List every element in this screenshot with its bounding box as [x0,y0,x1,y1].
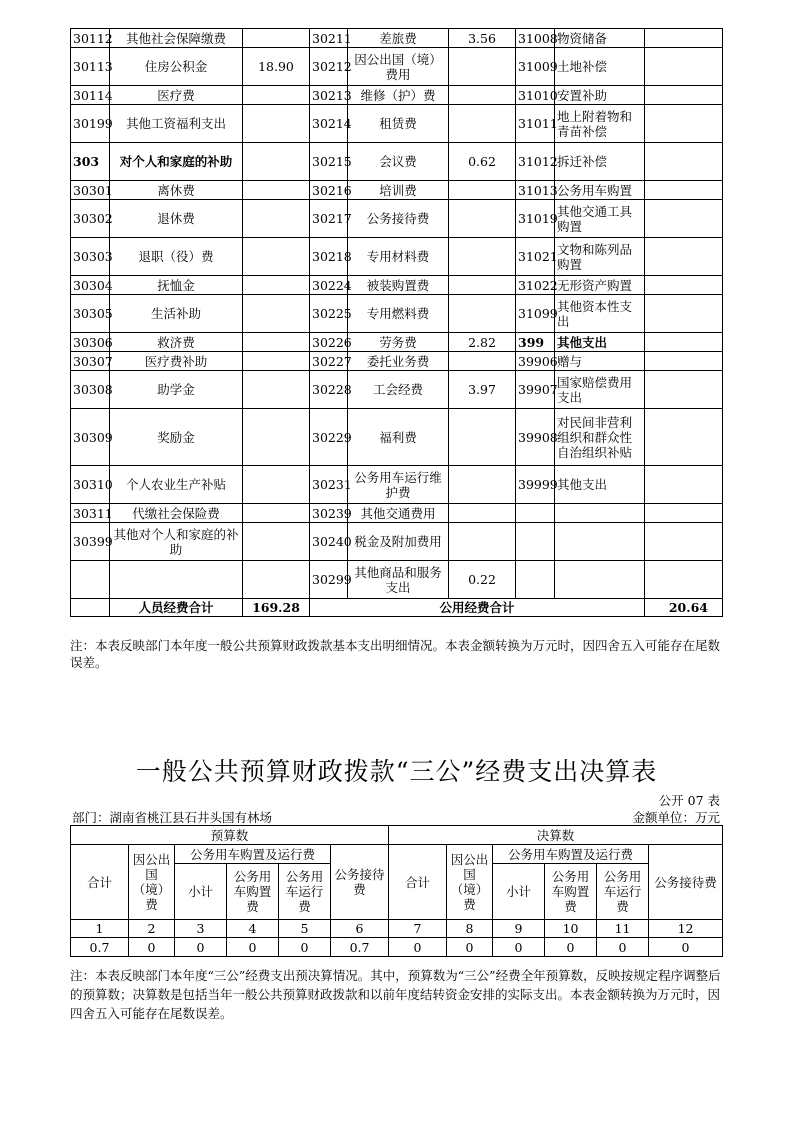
column-number-row [71,920,723,938]
table-cell: 对民间非营利组织和群众性自治组织补贴 [555,409,645,466]
table-cell [516,523,555,561]
budget-vehicle-purchase-header: 公务用车购置费 [227,864,279,920]
table-cell: 文物和陈列品购置 [555,238,645,276]
table-cell: 其他支出 [555,466,645,504]
table-cell: 住房公积金 [110,48,243,86]
table-row [71,29,723,48]
table-cell: 救济费 [110,333,243,352]
table-cell [243,333,310,352]
table-cell: 31010 [516,86,555,105]
table-cell: 福利费 [348,409,449,466]
final-vehicle-purchase-header: 公务用车购置费 [545,864,597,920]
table-cell: 30301 [71,181,110,200]
personnel-total-label: 人员经费合计 [110,599,243,617]
table-cell: 2.82 [449,333,516,352]
table-cell: 安置补助 [555,86,645,105]
table-cell: 其他社会保障缴费 [110,29,243,48]
table-cell: 30309 [71,409,110,466]
public-total-value: 20.64 [645,599,723,617]
table-row [71,333,723,352]
table-cell: 30218 [310,238,348,276]
table-cell: 30229 [310,409,348,466]
table-cell [645,238,723,276]
table-cell: 公务用车购置 [555,181,645,200]
table-cell: 30227 [310,352,348,371]
table-cell: 会议费 [348,143,449,181]
table-cell [645,295,723,333]
table-cell [516,504,555,523]
budget-reception-header: 公务接待费 [331,845,389,920]
budget-header: 预算数 [71,826,389,845]
budget-subtotal-header: 小计 [175,864,227,920]
table-row [71,105,723,143]
table-cell: 0.62 [449,143,516,181]
table-cell [71,561,110,599]
table-cell [645,466,723,504]
value-cell: 0 [597,938,649,957]
table-cell: 对个人和家庭的补助 [110,143,243,181]
table-cell: 无形资产购置 [555,276,645,295]
column-number: 12 [649,920,723,938]
table-cell: 3.56 [449,29,516,48]
table-cell: 差旅费 [348,29,449,48]
table-cell [110,561,243,599]
table-cell [243,504,310,523]
column-number: 7 [389,920,447,938]
table-cell [243,523,310,561]
value-cell: 0 [545,938,597,957]
table-cell [645,143,723,181]
table-cell: 其他资本性支出 [555,295,645,333]
table-row [71,352,723,371]
table-row [71,200,723,238]
table-cell: 工会经费 [348,371,449,409]
table-cell: 30113 [71,48,110,86]
table-cell: 物资储备 [555,29,645,48]
three-public-expense-table [70,825,723,957]
table-cell [449,238,516,276]
table-cell [645,333,723,352]
table-cell: 30240 [310,523,348,561]
value-cell: 0.7 [331,938,389,957]
table-row [71,523,723,561]
table-cell: 31099 [516,295,555,333]
budget-vehicle-operation-header: 公务用车运行费 [279,864,331,920]
table-cell: 18.90 [243,48,310,86]
table-cell: 30305 [71,295,110,333]
table-cell: 30231 [310,466,348,504]
department-label: 部门：湖南省桃江县石井头国有林场 [72,810,273,825]
table-cell: 其他支出 [555,333,645,352]
table-cell [449,181,516,200]
form-number: 公开 07 表 [658,793,720,808]
table-cell: 拆迁补偿 [555,143,645,181]
table-cell [555,561,645,599]
table-cell: 0.22 [449,561,516,599]
table-cell: 30303 [71,238,110,276]
table-cell: 退休费 [110,200,243,238]
table-cell: 税金及附加费用 [348,523,449,561]
expenditure-detail-table [70,28,723,617]
table-cell: 30114 [71,86,110,105]
table-cell: 国家赔偿费用支出 [555,371,645,409]
total-row [71,599,723,617]
table-cell: 30213 [310,86,348,105]
table-cell: 医疗费 [110,86,243,105]
table-cell: 退职（役）费 [110,238,243,276]
table-cell: 被装购置费 [348,276,449,295]
budget-total-header: 合计 [71,845,129,920]
table1-note: 注：本表反映部门本年度一般公共预算财政拨款基本支出明细情况。本表金额转换为万元时，因四舍五入可能存在尾数误差。 [70,638,721,670]
table-cell: 助学金 [110,371,243,409]
final-header: 决算数 [389,826,723,845]
public-total-label: 公用经费合计 [310,599,645,617]
table-cell: 30302 [71,200,110,238]
table-cell [243,238,310,276]
table-row [71,181,723,200]
final-subtotal-header: 小计 [493,864,545,920]
table-cell: 39906 [516,352,555,371]
personnel-total-value: 169.28 [243,599,310,617]
header-row-groups [71,826,723,845]
table-cell [449,86,516,105]
table-cell [449,295,516,333]
table-cell: 30216 [310,181,348,200]
table-cell [645,181,723,200]
table-row [71,504,723,523]
table-cell: 地上附着物和青苗补偿 [555,105,645,143]
table-cell: 30307 [71,352,110,371]
column-number: 2 [129,920,175,938]
table-cell: 303 [71,143,110,181]
table-cell [555,523,645,561]
table-cell [449,200,516,238]
table-cell [243,561,310,599]
table-cell: 31012 [516,143,555,181]
table-cell: 30199 [71,105,110,143]
table-row [71,561,723,599]
table-cell [516,561,555,599]
final-vehicle-group-header: 公务用车购置及运行费 [493,845,649,864]
table-cell: 土地补偿 [555,48,645,86]
table-cell: 维修（护）费 [348,86,449,105]
table-cell: 30299 [310,561,348,599]
table-cell: 离休费 [110,181,243,200]
table-cell [645,276,723,295]
table-cell [243,143,310,181]
table-cell [645,409,723,466]
table-row [71,276,723,295]
table-cell: 31011 [516,105,555,143]
table-cell [449,48,516,86]
table-cell [645,352,723,371]
table-cell: 31009 [516,48,555,86]
table-cell [555,504,645,523]
table-cell [243,105,310,143]
table-cell [645,371,723,409]
table-cell [449,276,516,295]
table-cell: 30214 [310,105,348,143]
value-cell: 0 [649,938,723,957]
value-cell: 0.7 [71,938,129,957]
table-cell [449,409,516,466]
table-cell: 30306 [71,333,110,352]
table-cell: 31022 [516,276,555,295]
table-cell: 30399 [71,523,110,561]
table-cell: 30112 [71,29,110,48]
table-cell [645,523,723,561]
value-cell: 0 [447,938,493,957]
table-cell: 公务用车运行维护费 [348,466,449,504]
table-row [71,371,723,409]
table-cell: 30310 [71,466,110,504]
table-row [71,143,723,181]
table-cell: 公务接待费 [348,200,449,238]
column-number: 9 [493,920,545,938]
table-cell: 其他商品和服务支出 [348,561,449,599]
column-number: 5 [279,920,331,938]
table-cell: 劳务费 [348,333,449,352]
table-cell [243,371,310,409]
table-cell [449,523,516,561]
column-number: 11 [597,920,649,938]
header-row-main [71,845,723,864]
table-cell: 30228 [310,371,348,409]
table-cell [645,86,723,105]
table-cell [645,504,723,523]
table-cell: 3.97 [449,371,516,409]
amount-unit: 金额单位：万元 [632,810,720,825]
table-cell: 30226 [310,333,348,352]
table-cell: 委托业务费 [348,352,449,371]
value-cell: 0 [493,938,545,957]
column-number: 10 [545,920,597,938]
table-cell: 39999 [516,466,555,504]
table-cell [645,561,723,599]
final-vehicle-operation-header: 公务用车运行费 [597,864,649,920]
table-cell: 其他交通工具购置 [555,200,645,238]
table-cell [449,466,516,504]
table-cell [243,295,310,333]
table-cell [243,409,310,466]
table-cell [449,352,516,371]
value-row [71,938,723,957]
table-cell: 租赁费 [348,105,449,143]
column-number: 4 [227,920,279,938]
table-cell: 399 [516,333,555,352]
table-cell [645,29,723,48]
table-cell: 30224 [310,276,348,295]
table-cell: 生活补助 [110,295,243,333]
table-cell: 30217 [310,200,348,238]
table-cell [243,86,310,105]
table-cell: 31021 [516,238,555,276]
value-cell: 0 [227,938,279,957]
table-cell: 30215 [310,143,348,181]
table-cell: 医疗费补助 [110,352,243,371]
table-cell: 其他对个人和家庭的补助 [110,523,243,561]
table-cell [243,276,310,295]
table-row [71,295,723,333]
table-cell: 代缴社会保险费 [110,504,243,523]
table-cell: 31019 [516,200,555,238]
table-cell: 个人农业生产补贴 [110,466,243,504]
table-cell [243,352,310,371]
final-total-header: 合计 [389,845,447,920]
column-number: 6 [331,920,389,938]
budget-vehicle-group-header: 公务用车购置及运行费 [175,845,331,864]
table-cell: 31008 [516,29,555,48]
table-cell: 39908 [516,409,555,466]
table-cell: 39907 [516,371,555,409]
table-cell: 专用材料费 [348,238,449,276]
table-cell: 30212 [310,48,348,86]
table-row [71,238,723,276]
final-reception-header: 公务接待费 [649,845,723,920]
table-cell [449,504,516,523]
value-cell: 0 [175,938,227,957]
value-cell: 0 [279,938,331,957]
table-cell [645,105,723,143]
table-cell: 赠与 [555,352,645,371]
final-abroad-header: 因公出国（境）费 [447,845,493,920]
table-cell: 30239 [310,504,348,523]
table-cell: 因公出国（境）费用 [348,48,449,86]
table-cell [243,466,310,504]
table2-note: 注：本表反映部门本年度“三公”经费支出预决算情况。其中，预算数为“三公”经费全年预算数，反映按规定程序调整后的预算数；决算数是包括当年一般公共预算财政拨款和以前年度结转资金安排的实际支出。本表金额转换为万元时，因四舍五入可能存在尾数误差。 [70,968,721,1021]
column-number: 3 [175,920,227,938]
table-cell: 抚恤金 [110,276,243,295]
table-cell [645,200,723,238]
column-number: 1 [71,920,129,938]
table-row [71,48,723,86]
table-cell [243,200,310,238]
table-cell: 其他交通费用 [348,504,449,523]
table-cell: 30304 [71,276,110,295]
table-cell: 培训费 [348,181,449,200]
table-cell: 专用燃料费 [348,295,449,333]
table-row [71,409,723,466]
table-cell: 31013 [516,181,555,200]
table-cell: 30311 [71,504,110,523]
table-cell [243,181,310,200]
table-cell: 其他工资福利支出 [110,105,243,143]
column-number: 8 [447,920,493,938]
budget-abroad-header: 因公出国（境）费 [129,845,175,920]
table-cell [243,29,310,48]
table-cell: 30225 [310,295,348,333]
value-cell: 0 [129,938,175,957]
table-cell: 30308 [71,371,110,409]
table-cell [449,105,516,143]
table-cell [645,48,723,86]
table-row [71,86,723,105]
table-cell: 30211 [310,29,348,48]
value-cell: 0 [389,938,447,957]
table-row [71,466,723,504]
table-cell: 奖励金 [110,409,243,466]
section2-title: 一般公共预算财政拨款“三公”经费支出决算表 [135,757,658,786]
